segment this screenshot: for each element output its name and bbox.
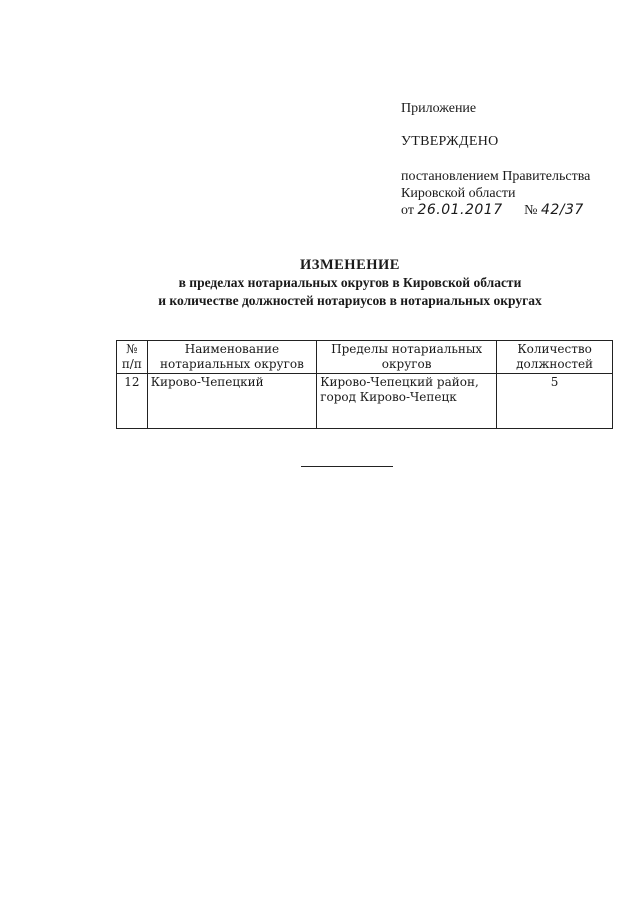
header-count-line-1: Количество <box>517 342 592 356</box>
document-title: ИЗМЕНЕНИЕ <box>300 257 400 273</box>
date-number-line <box>401 202 631 219</box>
header-limits-line-2: округов <box>381 357 432 371</box>
cell-num: 12 <box>117 374 148 429</box>
table-header-row <box>117 341 613 374</box>
header-limits <box>317 341 497 374</box>
districts-table <box>116 340 613 429</box>
header-name-line-1: Наименование <box>184 342 280 356</box>
header-name-line-2: нотариальных округов <box>160 357 304 371</box>
heading-line-1: в пределах нотариальных округов в Кировской области <box>178 275 522 290</box>
header-num-line-2: п/п <box>121 357 142 371</box>
header-num <box>117 341 148 374</box>
table-row <box>117 374 613 429</box>
decree-line-2: Кировской области <box>401 186 516 201</box>
header-name <box>147 341 317 374</box>
date-prefix: от <box>401 203 414 218</box>
approved-label: УТВЕРЖДЕНО <box>401 134 499 149</box>
closing-rule <box>301 466 393 467</box>
document-heading <box>0 256 640 310</box>
cell-limits <box>317 374 497 429</box>
decree-number: 42/37 <box>540 202 584 218</box>
decree-line-1: постановлением Правительства <box>401 169 591 184</box>
header-num-line-1: № <box>126 342 138 356</box>
number-sign: № <box>524 203 538 218</box>
header-count-line-2: должностей <box>516 357 594 371</box>
cell-limits-line-2: город Кирово-Чепецк <box>320 390 457 404</box>
cell-count: 5 <box>497 374 613 429</box>
cell-limits-line-1: Кирово-Чепецкий район, <box>320 375 479 389</box>
decree-date: 26.01.2017 <box>417 202 503 218</box>
header-count <box>497 341 613 374</box>
heading-line-2: и количестве должностей нотариусов в нотариальных округах <box>158 293 542 308</box>
header-limits-line-1: Пределы нотариальных <box>331 342 483 356</box>
cell-name: Кирово-Чепецкий <box>147 374 317 429</box>
appendix-label: Приложение <box>401 101 477 116</box>
approval-block <box>401 100 631 219</box>
